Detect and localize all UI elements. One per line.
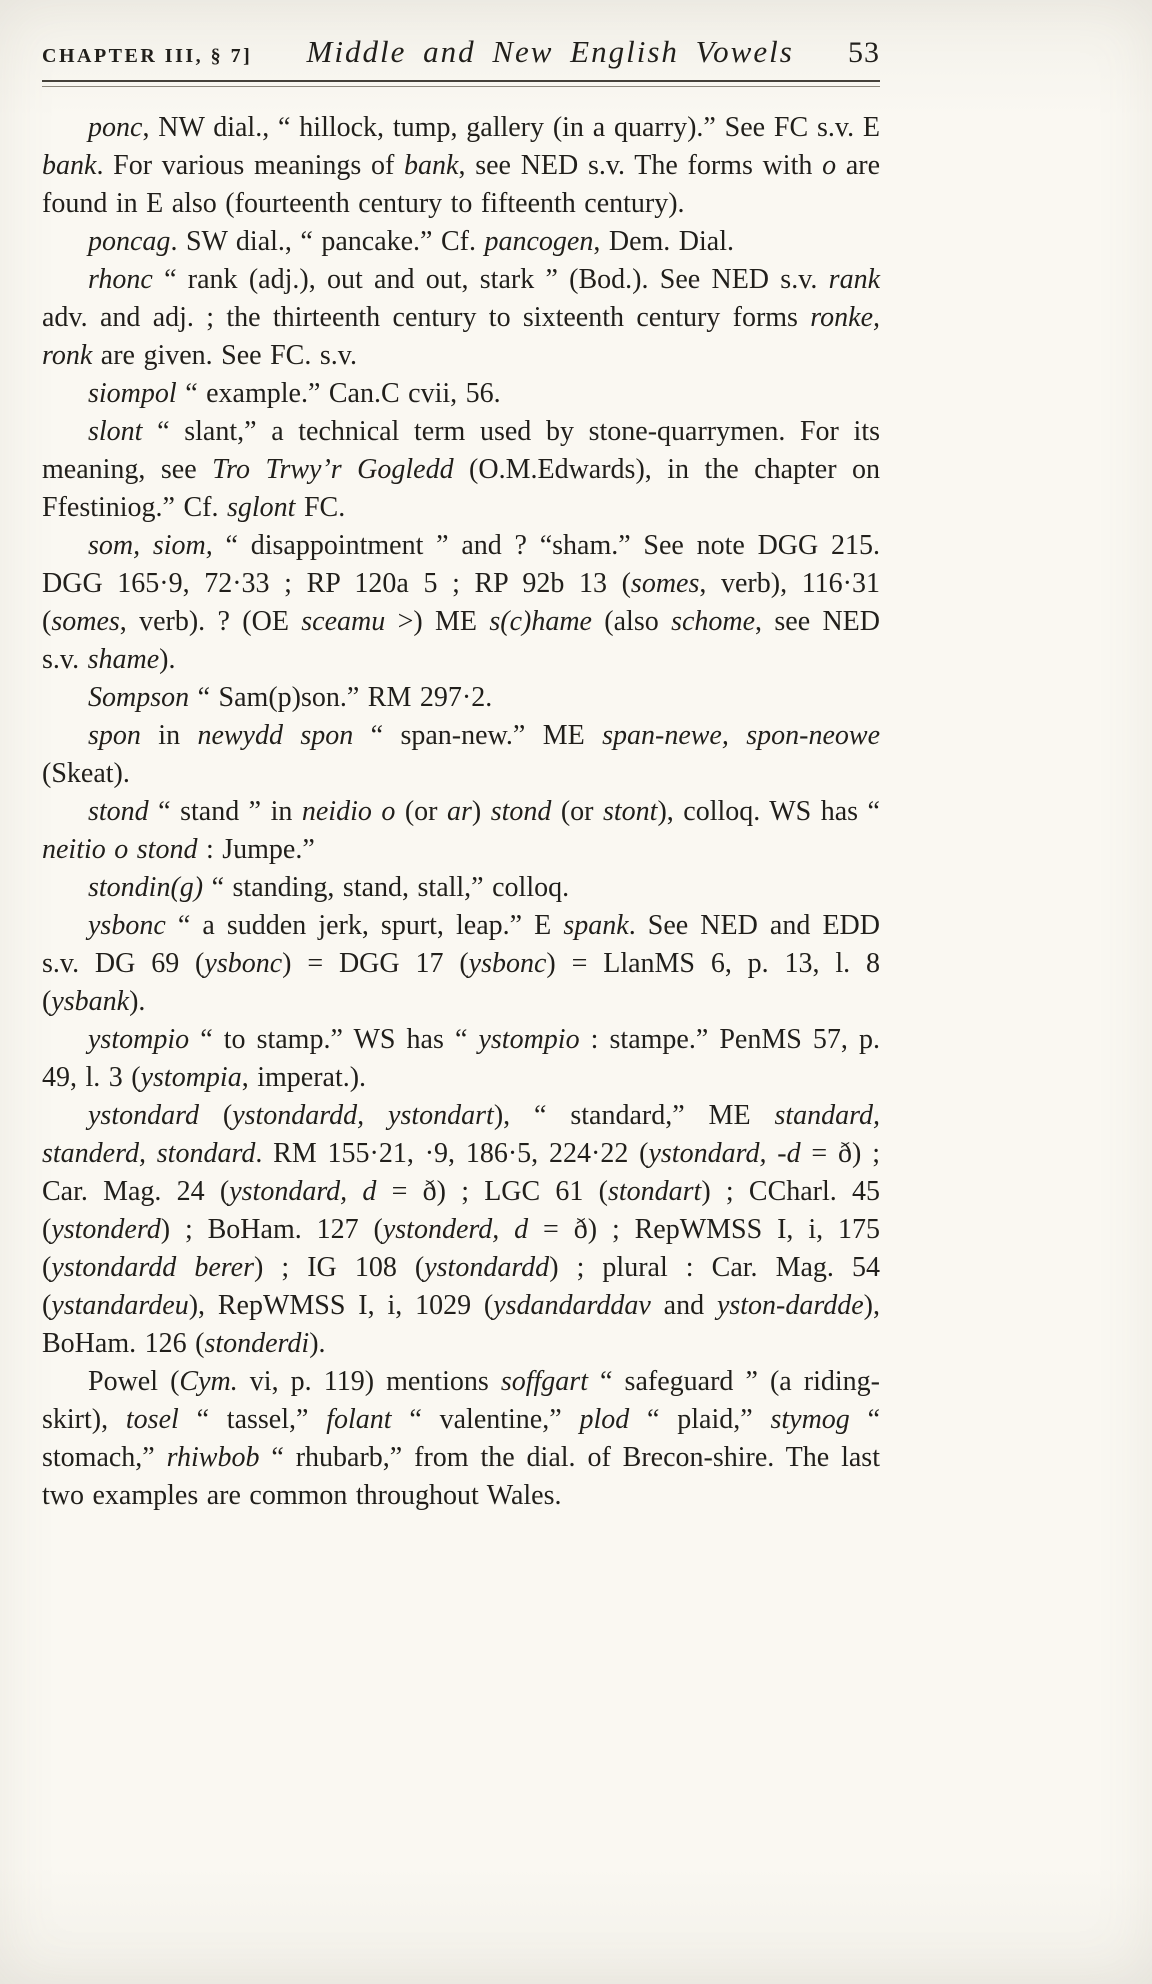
paragraph: [42, 527, 880, 679]
body-text: “ rank (adj.), out and out, stark ” (Bod.). See NED s.v.: [152, 264, 829, 295]
body-text: in: [140, 720, 198, 751]
body-text: “ stand ” in: [148, 796, 302, 827]
italic-term: ysbonc: [204, 948, 283, 979]
body-text: ).: [129, 986, 146, 1017]
body-text: “ disappointment ” and ? “sham.” See note DGG 215. DGG 165·9, 72·33 ; RP 120a 5 ; RP 92b 13 (: [42, 530, 880, 599]
italic-term: rhonc: [88, 264, 153, 295]
italic-term: ystondard, d: [229, 1176, 377, 1207]
chapter-heading: CHAPTER III, § 7]: [42, 45, 253, 67]
italic-term: stont: [603, 796, 658, 827]
body-text: ) = DGG 17 (: [282, 948, 469, 979]
body-text: “ plaid,”: [629, 1404, 771, 1435]
body-text: . SW dial., “ pancake.” Cf.: [170, 226, 485, 257]
paragraph: [42, 869, 880, 907]
paragraph: [42, 375, 880, 413]
body-text: , see NED s.v.: [42, 606, 880, 675]
body-text: are found in E also (fourteenth century to fifteenth century).: [42, 150, 881, 219]
italic-term: ystonderd: [51, 1214, 161, 1245]
body-text: . For various meanings of: [96, 150, 405, 181]
body-text: = ð) ; RepWMSS I, i, 175 (: [42, 1214, 880, 1283]
paragraph: [42, 223, 880, 261]
italic-term: stond: [88, 796, 149, 827]
body-text: are given. See FC. s.v.: [92, 340, 357, 371]
italic-term: ponc: [88, 112, 143, 143]
body-text: vi, p. 119) mentions: [237, 1366, 501, 1397]
italic-term: tosel: [125, 1404, 179, 1435]
italic-term: somes: [630, 568, 700, 599]
italic-term: neidio o: [301, 796, 396, 827]
italic-term: stondin(g): [88, 872, 204, 903]
italic-term: stondart: [607, 1176, 702, 1207]
body-text: (or: [551, 796, 603, 827]
body-text: (also: [591, 606, 672, 637]
body-text: “ example.” Can.C cvii, 56.: [176, 378, 501, 409]
italic-term: stymog: [770, 1404, 850, 1435]
italic-term: ysdandarddav: [493, 1290, 651, 1321]
italic-term: ysbonc: [468, 948, 547, 979]
body-text: ) ; BoHam. 127 (: [160, 1214, 383, 1245]
italic-term: neitio o stond: [42, 834, 198, 865]
italic-term: folant: [326, 1404, 392, 1435]
italic-term: shame: [87, 644, 160, 675]
italic-term: sglont: [227, 492, 296, 523]
italic-term: ystondard, -d: [648, 1138, 801, 1169]
paragraph: [42, 907, 880, 1021]
body-text: ): [471, 796, 491, 827]
body-text: (or: [395, 796, 447, 827]
paragraph: [42, 109, 880, 223]
page-header: [42, 34, 880, 70]
italic-term: newydd spon: [197, 720, 354, 751]
italic-term: ystondardd berer: [51, 1252, 254, 1283]
body-text: ), colloq. WS has “: [657, 796, 880, 827]
page-number: 53: [848, 36, 880, 69]
paragraph: [42, 793, 880, 869]
body-text: “ rhubarb,” from the dial. of Brecon-shire. The last two examples are common throughout Wales.: [42, 1442, 880, 1511]
body-text: “ a sudden jerk, spurt, leap.” E: [165, 910, 564, 941]
body-text: and: [650, 1290, 717, 1321]
italic-term: Cym.: [179, 1366, 238, 1397]
italic-term: siompol: [88, 378, 177, 409]
italic-term: somes: [51, 606, 120, 637]
body-text: “ stomach,”: [42, 1404, 881, 1473]
body-text: (: [198, 1100, 233, 1131]
italic-term: ystompio: [478, 1024, 580, 1055]
italic-term: yston-dardde: [716, 1290, 864, 1321]
paragraph: [42, 261, 880, 375]
italic-term: Sompson: [88, 682, 190, 713]
italic-term: soffgart: [500, 1366, 588, 1397]
italic-term: ystondardd, ystondart: [232, 1100, 494, 1131]
italic-term: ar: [446, 796, 472, 827]
italic-term: ystondardd: [424, 1252, 550, 1283]
italic-term: bank: [404, 150, 459, 181]
body-text: = ð) ; Car. Mag. 24 (: [42, 1138, 880, 1207]
italic-term: ystompio: [88, 1024, 190, 1055]
italic-term: ysbonc: [88, 910, 166, 941]
italic-term: stond: [490, 796, 552, 827]
text-block: [42, 109, 880, 1515]
body-text: : stampe.” PenMS 57, p. 49, l. 3 (: [42, 1024, 880, 1093]
body-text: “ valentine,”: [391, 1404, 580, 1435]
body-text: FC.: [295, 492, 346, 523]
body-text: “ safeguard ” (a riding-skirt),: [42, 1366, 880, 1435]
body-text: , see NED s.v. The forms with: [458, 150, 823, 181]
italic-term: plod: [579, 1404, 630, 1435]
body-text: , Dem. Dial.: [593, 226, 734, 257]
body-text: ), RepWMSS I, i, 1029 (: [188, 1290, 494, 1321]
body-text: ), “ standard,” ME: [493, 1100, 775, 1131]
italic-term: ysbank: [51, 986, 130, 1017]
body-text: , verb), 116·31 (: [42, 568, 880, 637]
body-text: “ to stamp.” WS has “: [189, 1024, 479, 1055]
italic-term: rank: [828, 264, 880, 295]
italic-term: slont: [88, 416, 143, 447]
paragraph: [42, 1363, 880, 1515]
body-text: “ Sam(p)son.” RM 297·2.: [189, 682, 493, 713]
italic-term: spon: [88, 720, 141, 751]
body-text: Powel (: [88, 1366, 180, 1397]
italic-term: ystompia: [140, 1062, 242, 1093]
paragraph: [42, 1021, 880, 1097]
body-text: : Jumpe.”: [197, 834, 315, 865]
body-text: “ span-new.” ME: [353, 720, 603, 751]
body-text: adv. and adj. ; the thirteenth century to sixteenth century forms: [42, 302, 811, 333]
body-text: “ standing, stand, stall,” colloq.: [203, 872, 570, 903]
paragraph: [42, 413, 880, 527]
body-text: , verb). ? (OE: [119, 606, 302, 637]
body-text: >) ME: [385, 606, 490, 637]
italic-term: sceamu: [301, 606, 386, 637]
header-rule: [42, 80, 880, 87]
italic-term: pancogen: [484, 226, 594, 257]
italic-term: s(c)hame: [489, 606, 592, 637]
body-text: , imperat.).: [241, 1062, 367, 1093]
body-text: ).: [159, 644, 176, 675]
body-text: ) ; plural : Car. Mag. 54 (: [42, 1252, 880, 1321]
body-text: ) ; IG 108 (: [253, 1252, 425, 1283]
italic-term: o: [822, 150, 837, 181]
body-text: ) = LlanMS 6, p. 13, l. 8 (: [42, 948, 880, 1017]
body-text: . RM 155·21, ·9, 186·5, 224·22 (: [255, 1138, 649, 1169]
italic-term: poncag: [88, 226, 171, 257]
italic-term: spank: [563, 910, 629, 941]
italic-term: ystonderd, d: [382, 1214, 529, 1245]
body-text: . See NED and EDD s.v. DG 69 (: [42, 910, 880, 979]
italic-term: rhiwbob: [166, 1442, 260, 1473]
body-text: ), BoHam. 126 (: [42, 1290, 880, 1359]
italic-term: bank: [42, 150, 97, 181]
body-text: (Skeat).: [42, 758, 130, 789]
body-text: = ð) ; LGC 61 (: [376, 1176, 608, 1207]
body-text: , NW dial., “ hillock, tump, gallery (in a quarry).” See FC s.v. E: [142, 112, 880, 143]
body-text: “ slant,” a technical term used by stone-quarrymen. For its meaning, see: [42, 416, 880, 485]
italic-term: stonderdi: [204, 1328, 310, 1359]
italic-term: schome: [671, 606, 756, 637]
italic-term: ystandardeu: [51, 1290, 189, 1321]
italic-term: span-newe, spon-neowe: [602, 720, 880, 751]
body-text: (O.M.Edwards), in the chapter on Ffestiniog.” Cf.: [42, 454, 880, 523]
paragraph: [42, 717, 880, 793]
running-title: Middle and New English Vowels: [306, 34, 794, 69]
paragraph: [42, 679, 880, 717]
paragraph: [42, 1097, 880, 1363]
italic-term: som, siom,: [88, 530, 213, 561]
body-text: “ tassel,”: [178, 1404, 327, 1435]
body-text: ) ; CCharl. 45 (: [42, 1176, 881, 1245]
italic-term: ronke, ronk: [42, 302, 880, 371]
italic-term: standard, standerd, stondard: [42, 1100, 880, 1169]
italic-term: Tro Trwy’r Gogledd: [212, 454, 454, 485]
italic-term: ystondard: [88, 1100, 199, 1131]
body-text: ).: [309, 1328, 326, 1359]
